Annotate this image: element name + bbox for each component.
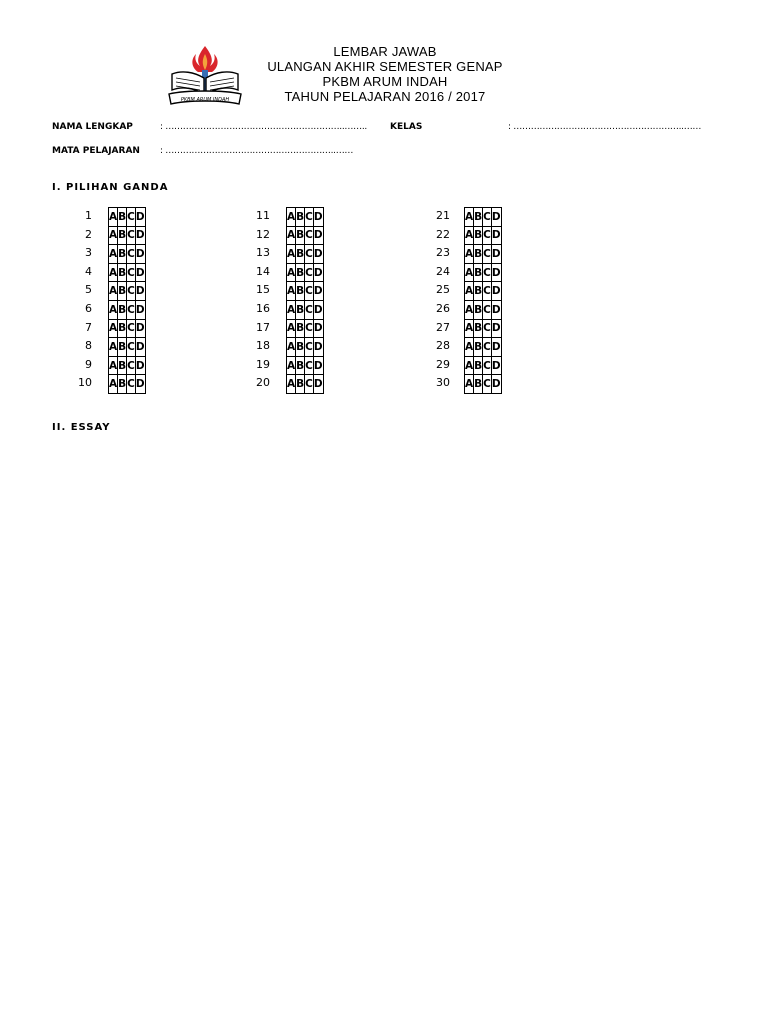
option-box-d[interactable]: D bbox=[135, 208, 145, 227]
option-box-c[interactable]: C bbox=[305, 375, 314, 394]
option-box-c[interactable]: C bbox=[305, 338, 314, 357]
option-box-c[interactable]: C bbox=[127, 338, 136, 357]
option-box-b[interactable]: B bbox=[296, 375, 305, 394]
kelas-label: KELAS bbox=[390, 122, 423, 132]
option-box-d[interactable]: D bbox=[313, 263, 323, 282]
header-title: LEMBAR JAWAB bbox=[333, 44, 437, 59]
option-box-b[interactable]: B bbox=[474, 282, 483, 301]
question-number: 17 bbox=[256, 320, 270, 334]
question-number: 26 bbox=[436, 301, 450, 315]
option-box-b[interactable]: B bbox=[474, 208, 483, 227]
option-box-b[interactable]: B bbox=[474, 338, 483, 357]
option-row bbox=[286, 374, 324, 394]
logo-ribbon-text: PKBM ARUM INDAH bbox=[180, 97, 230, 103]
option-box-a[interactable]: A bbox=[465, 319, 474, 338]
option-box-d[interactable]: D bbox=[313, 356, 323, 375]
option-box-d[interactable]: D bbox=[313, 375, 323, 394]
option-row bbox=[108, 226, 146, 246]
option-box-b[interactable]: B bbox=[118, 263, 127, 282]
option-row bbox=[286, 226, 324, 246]
option-box-c[interactable]: C bbox=[127, 226, 136, 245]
option-box-a[interactable]: A bbox=[287, 375, 296, 394]
option-box-c[interactable]: C bbox=[483, 356, 492, 375]
option-row bbox=[108, 374, 146, 394]
option-box-a[interactable]: A bbox=[109, 245, 118, 264]
option-row bbox=[464, 281, 502, 301]
option-row bbox=[286, 207, 324, 227]
option-box-a[interactable]: A bbox=[109, 338, 118, 357]
option-row bbox=[108, 319, 146, 339]
option-box-d[interactable]: D bbox=[135, 319, 145, 338]
option-box-a[interactable]: A bbox=[287, 245, 296, 264]
option-row bbox=[464, 244, 502, 264]
question-number: 4 bbox=[85, 264, 92, 278]
option-box-b[interactable]: B bbox=[474, 226, 483, 245]
option-box-a[interactable]: A bbox=[287, 282, 296, 301]
option-row bbox=[108, 281, 146, 301]
question-number: 29 bbox=[436, 357, 450, 371]
option-box-a[interactable]: A bbox=[465, 245, 474, 264]
option-box-d[interactable]: D bbox=[135, 245, 145, 264]
option-box-c[interactable]: C bbox=[127, 375, 136, 394]
option-row bbox=[286, 300, 324, 320]
option-box-a[interactable]: A bbox=[287, 208, 296, 227]
option-box-c[interactable]: C bbox=[305, 226, 314, 245]
question-number: 9 bbox=[85, 357, 92, 371]
option-box-c[interactable]: C bbox=[483, 226, 492, 245]
option-box-d[interactable]: D bbox=[491, 338, 501, 357]
option-box-a[interactable]: A bbox=[465, 356, 474, 375]
option-box-a[interactable]: A bbox=[287, 226, 296, 245]
option-box-a[interactable]: A bbox=[109, 319, 118, 338]
question-number: 7 bbox=[85, 320, 92, 334]
option-box-b[interactable]: B bbox=[474, 245, 483, 264]
option-row bbox=[464, 356, 502, 376]
question-number: 10 bbox=[78, 376, 92, 390]
option-box-c[interactable]: C bbox=[483, 319, 492, 338]
option-row bbox=[464, 300, 502, 320]
option-box-b[interactable]: B bbox=[474, 356, 483, 375]
option-box-c[interactable]: C bbox=[127, 300, 136, 319]
option-box-b[interactable]: B bbox=[118, 245, 127, 264]
option-box-d[interactable]: D bbox=[491, 226, 501, 245]
option-box-b[interactable]: B bbox=[118, 319, 127, 338]
option-box-d[interactable]: D bbox=[135, 356, 145, 375]
option-box-b[interactable]: B bbox=[296, 338, 305, 357]
question-number: 30 bbox=[436, 376, 450, 390]
document-header bbox=[230, 44, 540, 104]
option-box-c[interactable]: C bbox=[127, 282, 136, 301]
option-box-c[interactable]: C bbox=[305, 245, 314, 264]
section-pilihan-ganda: I. PILIHAN GANDA bbox=[52, 182, 169, 193]
option-box-b[interactable]: B bbox=[296, 263, 305, 282]
option-row bbox=[464, 263, 502, 283]
option-box-a[interactable]: A bbox=[109, 263, 118, 282]
question-number: 25 bbox=[436, 283, 450, 297]
option-box-b[interactable]: B bbox=[296, 319, 305, 338]
header-subtitle: ULANGAN AKHIR SEMESTER GENAP bbox=[267, 59, 503, 74]
option-box-d[interactable]: D bbox=[313, 338, 323, 357]
option-box-a[interactable]: A bbox=[109, 375, 118, 394]
header-year: TAHUN PELAJARAN 2016 / 2017 bbox=[284, 89, 486, 104]
option-row bbox=[286, 337, 324, 357]
option-box-d[interactable]: D bbox=[313, 300, 323, 319]
option-box-d[interactable]: D bbox=[491, 356, 501, 375]
option-box-b[interactable]: B bbox=[118, 282, 127, 301]
option-box-a[interactable]: A bbox=[287, 263, 296, 282]
question-number: 6 bbox=[85, 301, 92, 315]
option-box-c[interactable]: C bbox=[305, 319, 314, 338]
option-box-b[interactable]: B bbox=[296, 282, 305, 301]
option-box-c[interactable]: C bbox=[483, 263, 492, 282]
option-box-a[interactable]: A bbox=[287, 319, 296, 338]
option-row bbox=[286, 263, 324, 283]
option-box-c[interactable]: C bbox=[305, 282, 314, 301]
option-box-d[interactable]: D bbox=[313, 208, 323, 227]
option-row bbox=[108, 207, 146, 227]
option-box-c[interactable]: C bbox=[483, 245, 492, 264]
option-row bbox=[286, 281, 324, 301]
question-number: 1 bbox=[85, 209, 92, 222]
option-box-a[interactable]: A bbox=[287, 338, 296, 357]
option-box-a[interactable]: A bbox=[109, 208, 118, 227]
nama-label: NAMA LENGKAP bbox=[52, 122, 133, 132]
question-number: 27 bbox=[436, 320, 450, 334]
option-box-d[interactable]: D bbox=[135, 226, 145, 245]
option-row bbox=[108, 356, 146, 376]
option-box-d[interactable]: D bbox=[135, 375, 145, 394]
option-row bbox=[286, 356, 324, 376]
option-box-a[interactable]: A bbox=[465, 375, 474, 394]
option-row bbox=[464, 374, 502, 394]
option-box-c[interactable]: C bbox=[483, 208, 492, 227]
option-box-a[interactable]: A bbox=[287, 356, 296, 375]
question-number: 18 bbox=[256, 339, 270, 353]
option-row bbox=[464, 207, 502, 227]
option-box-d[interactable]: D bbox=[313, 282, 323, 301]
option-box-d[interactable]: D bbox=[491, 245, 501, 264]
option-box-b[interactable]: B bbox=[118, 356, 127, 375]
option-box-b[interactable]: B bbox=[474, 319, 483, 338]
question-number: 12 bbox=[256, 227, 270, 241]
option-row bbox=[108, 300, 146, 320]
option-box-b[interactable]: B bbox=[118, 300, 127, 319]
question-number: 3 bbox=[85, 246, 92, 260]
option-row bbox=[464, 319, 502, 339]
option-box-b[interactable]: B bbox=[118, 208, 127, 227]
option-box-c[interactable]: C bbox=[305, 300, 314, 319]
question-number: 13 bbox=[256, 246, 270, 260]
header-school: PKBM ARUM INDAH bbox=[322, 74, 448, 89]
mapel-field[interactable]: : …………………………………………………..…… bbox=[160, 146, 354, 156]
option-box-d[interactable]: D bbox=[135, 263, 145, 282]
option-row bbox=[108, 337, 146, 357]
option-box-d[interactable]: D bbox=[491, 300, 501, 319]
option-row bbox=[108, 263, 146, 283]
mapel-label: MATA PELAJARAN bbox=[52, 146, 140, 156]
option-box-a[interactable]: A bbox=[465, 300, 474, 319]
option-box-d[interactable]: D bbox=[491, 375, 501, 394]
option-box-b[interactable]: B bbox=[296, 300, 305, 319]
option-box-a[interactable]: A bbox=[465, 263, 474, 282]
option-row bbox=[464, 226, 502, 246]
kelas-field[interactable]: : …………………………………………………..…… bbox=[508, 122, 702, 132]
question-number: 21 bbox=[436, 209, 450, 222]
option-box-d[interactable]: D bbox=[135, 300, 145, 319]
option-box-d[interactable]: D bbox=[313, 226, 323, 245]
option-box-a[interactable]: A bbox=[465, 226, 474, 245]
option-box-d[interactable]: D bbox=[135, 338, 145, 357]
option-box-c[interactable]: C bbox=[483, 300, 492, 319]
nama-field[interactable]: : ……………………………………………………..…….. bbox=[160, 122, 367, 132]
option-box-a[interactable]: A bbox=[109, 282, 118, 301]
question-number: 15 bbox=[256, 283, 270, 297]
question-number: 14 bbox=[256, 264, 270, 278]
option-box-c[interactable]: C bbox=[483, 338, 492, 357]
option-box-a[interactable]: A bbox=[465, 282, 474, 301]
question-number: 24 bbox=[436, 264, 450, 278]
option-box-b[interactable]: B bbox=[474, 300, 483, 319]
option-row bbox=[286, 319, 324, 339]
option-box-d[interactable]: D bbox=[313, 319, 323, 338]
option-box-a[interactable]: A bbox=[287, 300, 296, 319]
option-box-b[interactable]: B bbox=[296, 245, 305, 264]
option-box-a[interactable]: A bbox=[465, 338, 474, 357]
option-box-c[interactable]: C bbox=[305, 356, 314, 375]
option-row bbox=[108, 244, 146, 264]
question-number: 19 bbox=[256, 357, 270, 371]
option-box-a[interactable]: A bbox=[109, 300, 118, 319]
question-number: 28 bbox=[436, 339, 450, 353]
option-box-d[interactable]: D bbox=[135, 282, 145, 301]
option-box-a[interactable]: A bbox=[465, 208, 474, 227]
question-number: 2 bbox=[85, 227, 92, 241]
option-box-b[interactable]: B bbox=[296, 208, 305, 227]
option-box-c[interactable]: C bbox=[483, 282, 492, 301]
option-box-c[interactable]: C bbox=[127, 245, 136, 264]
option-box-b[interactable]: B bbox=[296, 226, 305, 245]
option-box-d[interactable]: D bbox=[491, 319, 501, 338]
question-number: 11 bbox=[256, 209, 270, 222]
option-box-b[interactable]: B bbox=[118, 375, 127, 394]
option-row bbox=[286, 244, 324, 264]
option-box-b[interactable]: B bbox=[118, 226, 127, 245]
option-box-d[interactable]: D bbox=[491, 282, 501, 301]
question-number: 23 bbox=[436, 246, 450, 260]
option-box-d[interactable]: D bbox=[491, 208, 501, 227]
option-box-b[interactable]: B bbox=[118, 338, 127, 357]
option-box-d[interactable]: D bbox=[313, 245, 323, 264]
option-box-c[interactable]: C bbox=[127, 319, 136, 338]
option-box-c[interactable]: C bbox=[305, 263, 314, 282]
option-row bbox=[464, 337, 502, 357]
option-box-c[interactable]: C bbox=[127, 208, 136, 227]
option-box-b[interactable]: B bbox=[474, 375, 483, 394]
option-box-c[interactable]: C bbox=[127, 263, 136, 282]
question-number: 16 bbox=[256, 301, 270, 315]
option-box-d[interactable]: D bbox=[491, 263, 501, 282]
option-box-b[interactable]: B bbox=[296, 356, 305, 375]
option-box-b[interactable]: B bbox=[474, 263, 483, 282]
question-number: 8 bbox=[85, 339, 92, 353]
option-box-a[interactable]: A bbox=[109, 356, 118, 375]
option-box-c[interactable]: C bbox=[483, 375, 492, 394]
question-number: 22 bbox=[436, 227, 450, 241]
question-number: 20 bbox=[256, 376, 270, 390]
question-number: 5 bbox=[85, 283, 92, 297]
option-box-c[interactable]: C bbox=[127, 356, 136, 375]
section-essay: II. ESSAY bbox=[52, 422, 111, 433]
option-box-a[interactable]: A bbox=[109, 226, 118, 245]
option-box-c[interactable]: C bbox=[305, 208, 314, 227]
